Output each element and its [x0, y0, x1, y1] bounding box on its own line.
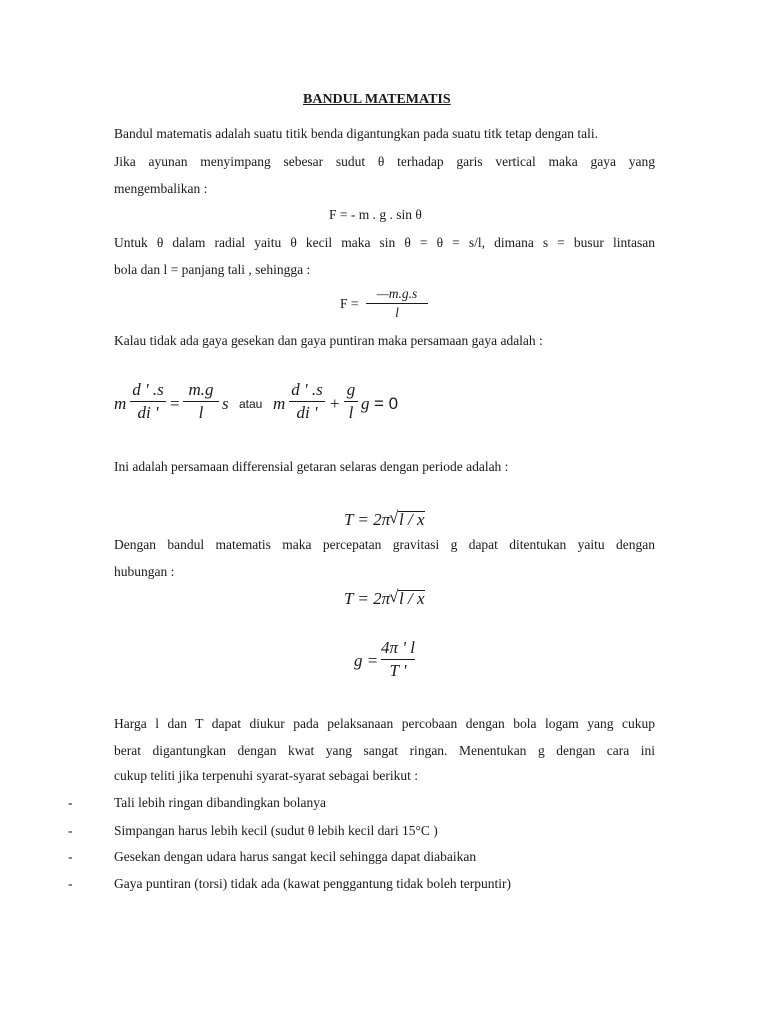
eq2-denominator: l — [395, 305, 399, 320]
eq3-fraction2 — [183, 380, 219, 423]
eq3-numerator2: m.g — [188, 380, 214, 399]
eq2-fraction — [366, 286, 428, 321]
paragraph-force-equation: Kalau tidak ada gaya gesekan dan gaya puntiran maka persamaan gaya adalah : — [114, 333, 543, 348]
paragraph-measurement-line2: berat digantungkan dengan kwat yang sangat ringan. Menentukan g dengan cara ini — [114, 743, 655, 758]
eq3-fraction3-bar — [289, 401, 325, 402]
list-item-text: Simpangan harus lebih kecil (sudut θ lebih kecil dari 15°C ) — [114, 823, 438, 838]
list-item-text: Gaya puntiran (torsi) tidak ada (kawat penggantung tidak boleh terpuntir) — [114, 876, 511, 891]
eq5-radicand: l / x — [399, 589, 425, 608]
eq6-numerator: 4π ' l — [381, 638, 415, 657]
eq3-denominator2: l — [198, 403, 204, 422]
eq3-numerator3: d ' .s — [291, 380, 323, 399]
list-item-text: Gesekan dengan udara harus sangat kecil sehingga dapat diabaikan — [114, 849, 477, 864]
eq6-denominator: T ' — [389, 661, 407, 680]
paragraph-deviation-line2: mengembalikan : — [114, 181, 208, 196]
eq3-atau: atau — [239, 397, 263, 411]
eq6-fraction — [381, 638, 415, 681]
eq5-lhs: T = 2π — [344, 589, 391, 608]
eq6-fraction-bar — [381, 659, 415, 660]
paragraph-small-angle-line1: Untuk θ dalam radial yaitu θ kecil maka sin θ = θ = s/l, dimana s = busur lintasan — [114, 235, 655, 250]
paragraph-measurement-line1: Harga l dan T dapat diukur pada pelaksanaan percobaan dengan bola logam yang cukup — [114, 716, 655, 731]
eq3-zero: = 0 — [374, 394, 399, 413]
list-item-text: Tali lebih ringan dibandingkan bolanya — [114, 795, 326, 810]
eq5-radical-sign: √ — [389, 587, 399, 606]
eq3-fraction4-bar — [344, 401, 358, 402]
eq2-lhs: F = — [340, 296, 359, 311]
eq3-plus: + — [330, 394, 340, 413]
eq2-numerator: —m.g.s — [376, 286, 418, 301]
page-title: BANDUL MATEMATIS — [303, 92, 451, 107]
paragraph-measurement-line3: cukup teliti jika terpenuhi syarat-syarat sebagai berikut : — [114, 768, 419, 783]
eq3-fraction2-bar — [183, 401, 219, 402]
eq3-denominator4: l — [348, 403, 354, 422]
eq3-fraction1-bar — [130, 401, 166, 402]
eq4-lhs: T = 2π — [344, 510, 391, 529]
list-bullet: - — [68, 876, 73, 891]
equation-restoring-force: F = - m . g . sin θ — [329, 207, 422, 222]
eq6-lhs: g = — [354, 651, 379, 670]
paragraph-small-angle-line2: bola dan l = panjang tali , sehingga : — [114, 262, 311, 277]
eq3-numerator4: g — [346, 380, 356, 399]
list-bullet: - — [68, 823, 73, 838]
eq3-numerator1: d ' .s — [132, 380, 164, 399]
eq3-m1: m — [114, 394, 127, 413]
paragraph-period-intro: Ini adalah persamaan differensial getaran selaras dengan periode adalah : — [114, 459, 509, 474]
eq3-fraction1 — [130, 380, 166, 423]
list-bullet: - — [68, 849, 73, 864]
eq2-fraction-bar — [366, 303, 428, 304]
eq3-fraction3 — [289, 380, 325, 423]
list-bullet: - — [68, 795, 73, 810]
eq3-denominator3: di ' — [296, 403, 318, 422]
paragraph-deviation-line1: Jika ayunan menyimpang sebesar sudut θ terhadap garis vertical maka gaya yang — [114, 154, 655, 169]
eq4-radicand: l / x — [399, 510, 425, 529]
eq3-equals: = — [170, 394, 180, 413]
paragraph-gravity-line1: Dengan bandul matematis maka percepatan gravitasi g dapat ditentukan yaitu dengan — [114, 537, 655, 552]
eq3-s: s — [222, 394, 229, 413]
eq4-radical-sign: √ — [389, 508, 399, 527]
eq3-denominator1: di ' — [137, 403, 159, 422]
paragraph-gravity-line2: hubungan : — [114, 564, 175, 579]
eq3-m2: m — [273, 394, 286, 413]
eq3-fraction4 — [344, 380, 358, 423]
eq3-g: g — [361, 394, 370, 413]
paragraph-definition: Bandul matematis adalah suatu titik benda digantungkan pada suatu titk tetap dengan tali. — [114, 126, 598, 141]
